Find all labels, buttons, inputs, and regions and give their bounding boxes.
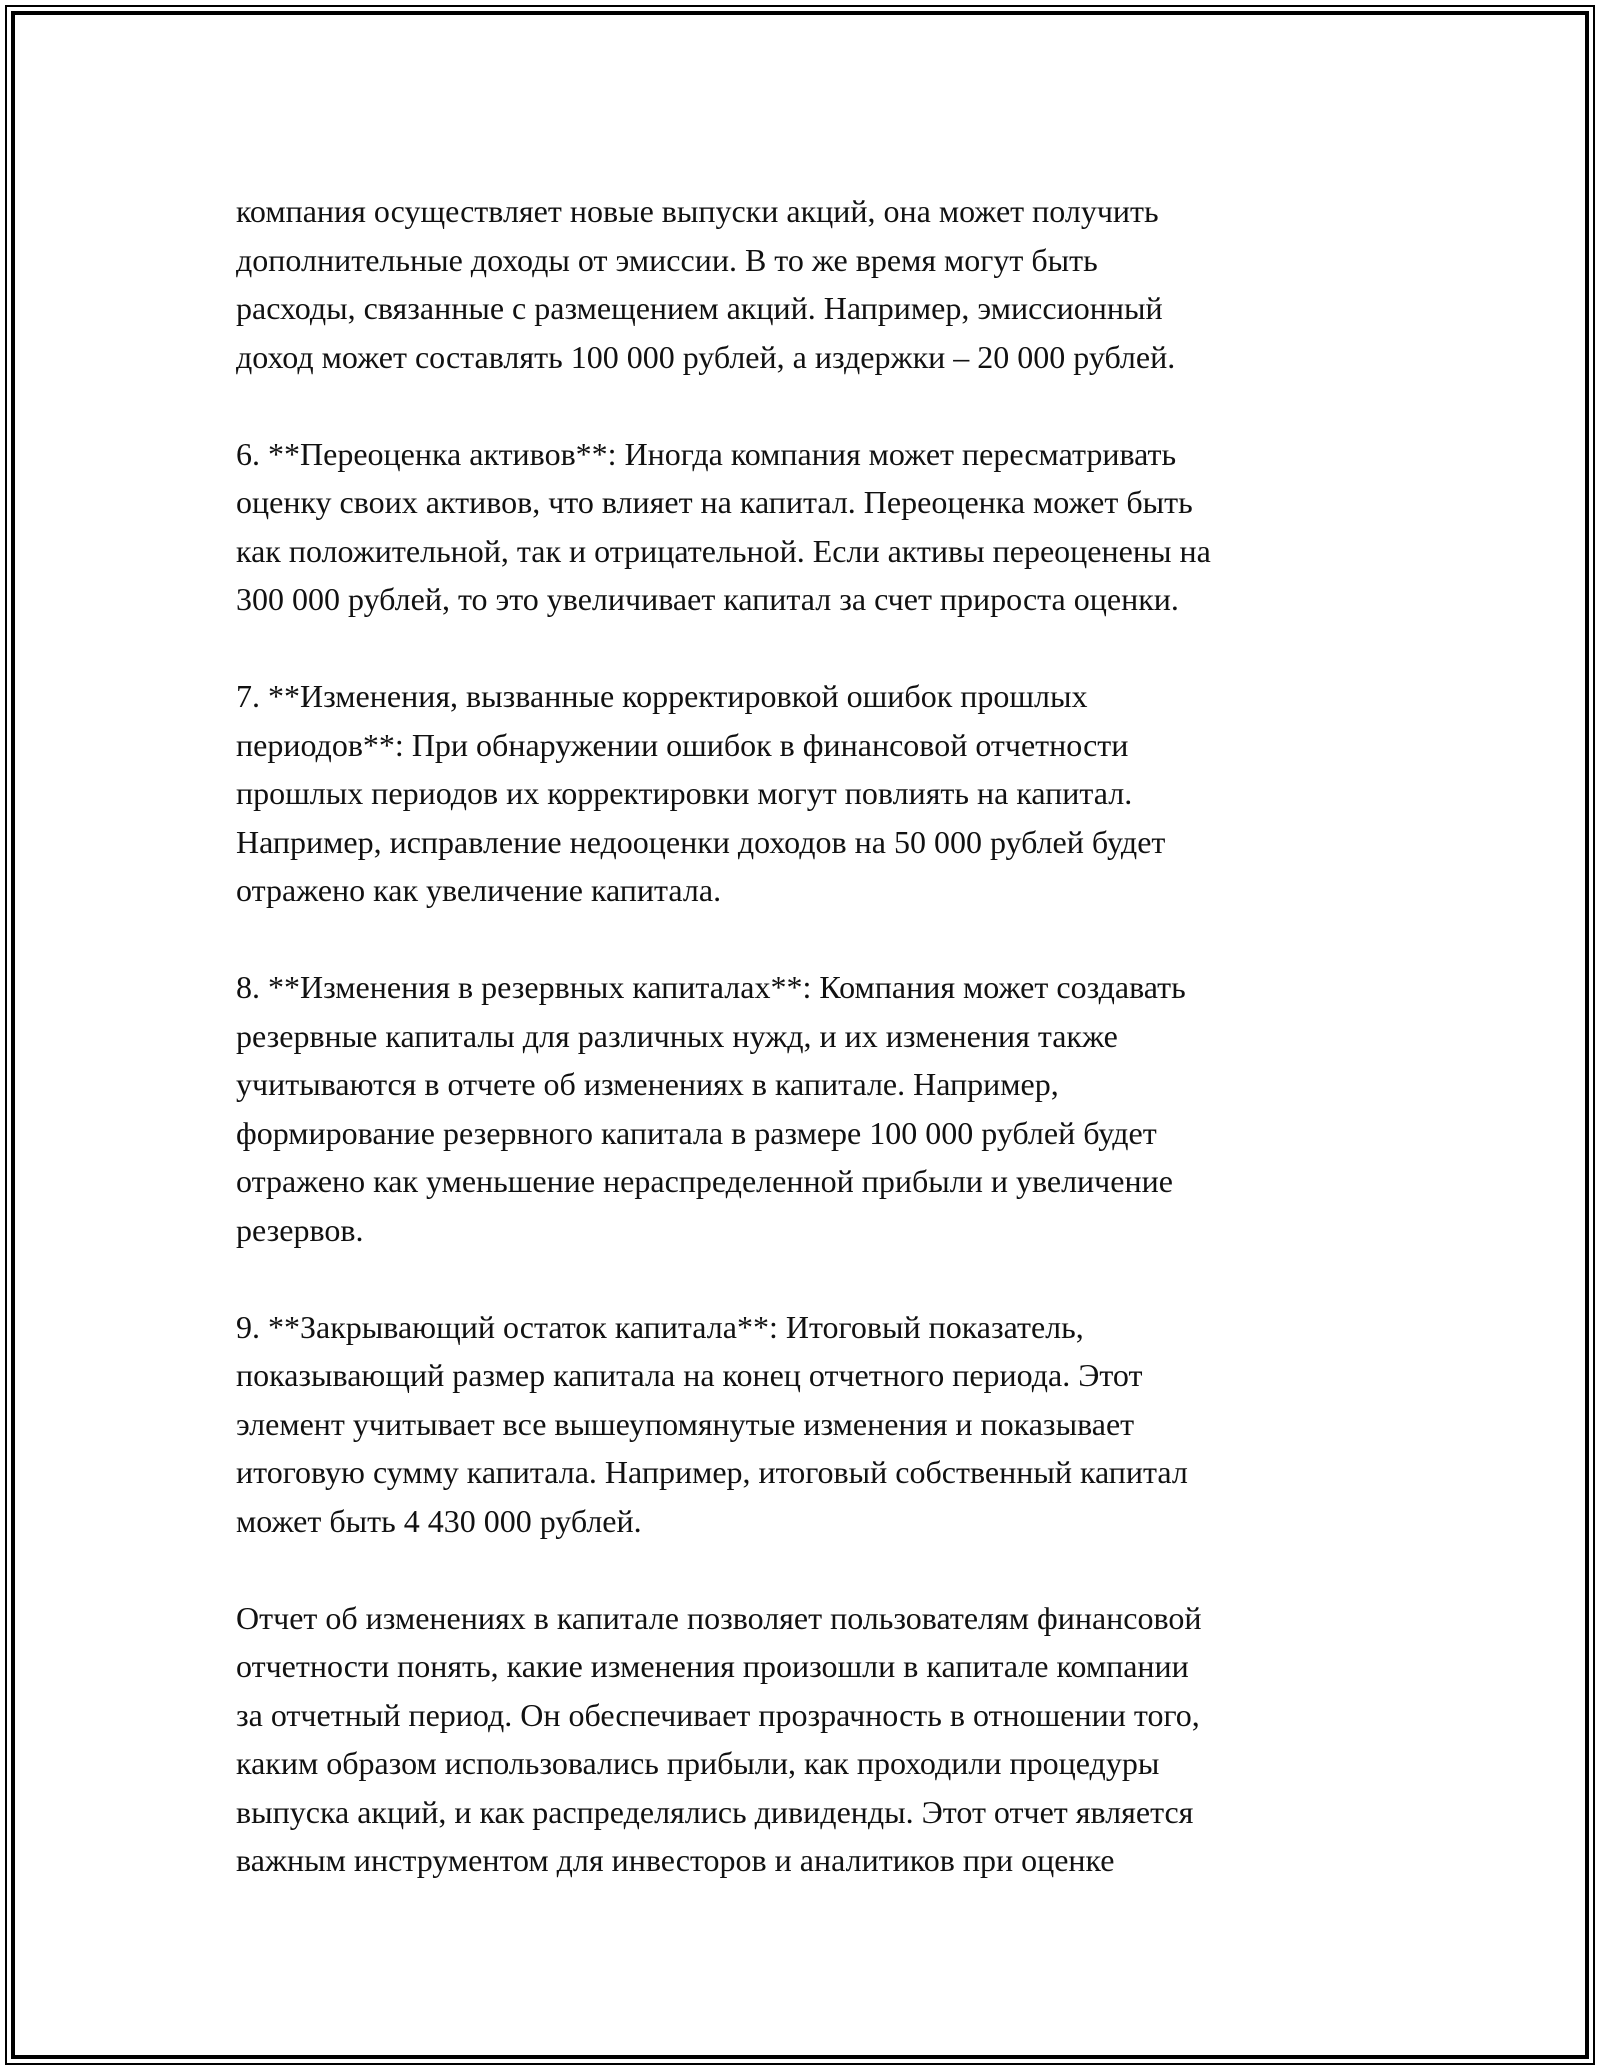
text-line: отражено как уменьшение нераспределенной прибыли и увеличение bbox=[236, 1163, 1173, 1199]
text-line: важным инструментом для инвесторов и аналитиков при оценке bbox=[236, 1842, 1115, 1878]
paragraph-item-8-reserve-capital bbox=[236, 963, 1366, 1254]
text-line: 8. **Изменения в резервных капиталах**: Компания может создавать bbox=[236, 969, 1186, 1005]
paragraph-conclusion bbox=[236, 1594, 1366, 1885]
paragraph-item-9-closing-balance bbox=[236, 1303, 1366, 1546]
text-line: компания осуществляет новые выпуски акций, она может получить bbox=[236, 193, 1159, 229]
text-line: итоговую сумму капитала. Например, итоговый собственный капитал bbox=[236, 1454, 1188, 1490]
text-line: 7. **Изменения, вызванные корректировкой ошибок прошлых bbox=[236, 678, 1088, 714]
text-line: показывающий размер капитала на конец отчетного периода. Этот bbox=[236, 1357, 1143, 1393]
text-line: дополнительные доходы от эмиссии. В то же время могут быть bbox=[236, 241, 1098, 278]
text-line: резервов. bbox=[236, 1211, 364, 1248]
text-line: 9. **Закрывающий остаток капитала**: Итоговый показатель, bbox=[236, 1308, 1084, 1345]
text-line: отражено как увеличение капитала. bbox=[236, 872, 722, 908]
text-line: доход может составлять 100 000 рублей, а издержки – 20 000 рублей. bbox=[236, 338, 1176, 375]
text-line: оценку своих активов, что влияет на капитал. Переоценка может быть bbox=[236, 484, 1193, 520]
text-line: каким образом использовались прибыли, как проходили процедуры bbox=[236, 1745, 1160, 1781]
text-line: 300 000 рублей, то это увеличивает капитал за счет прироста оценки. bbox=[236, 581, 1179, 617]
text-line: выпуска акций, и как распределялись дивиденды. Этот отчет является bbox=[236, 1793, 1194, 1830]
paragraph-item-6-revaluation bbox=[236, 430, 1366, 624]
text-line: за отчетный период. Он обеспечивает прозрачность в отношении того, bbox=[236, 1696, 1200, 1733]
paragraph-issuance-continued bbox=[236, 187, 1366, 381]
text-line: прошлых периодов их корректировки могут повлиять на капитал. bbox=[236, 775, 1133, 811]
text-line: периодов**: При обнаружении ошибок в финансовой отчетности bbox=[236, 726, 1129, 763]
text-line: может быть 4 430 000 рублей. bbox=[236, 1502, 642, 1539]
text-line: Например, исправление недооценки доходов на 50 000 рублей будет bbox=[236, 823, 1166, 860]
document-body bbox=[236, 187, 1366, 1933]
text-line: формирование резервного капитала в размере 100 000 рублей будет bbox=[236, 1114, 1157, 1151]
text-line: как положительной, так и отрицательной. Если активы переоценены на bbox=[236, 532, 1211, 569]
text-line: отчетности понять, какие изменения произошли в капитале компании bbox=[236, 1648, 1189, 1684]
paragraph-item-7-error-corrections bbox=[236, 672, 1366, 915]
text-line: Отчет об изменениях в капитале позволяет пользователям финансовой bbox=[236, 1599, 1202, 1636]
text-line: элемент учитывает все вышеупомянутые изменения и показывает bbox=[236, 1405, 1135, 1442]
text-line: расходы, связанные с размещением акций. Например, эмиссионный bbox=[236, 290, 1163, 326]
text-line: 6. **Переоценка активов**: Иногда компания может пересматривать bbox=[236, 435, 1177, 472]
text-line: учитываются в отчете об изменениях в капитале. Например, bbox=[236, 1066, 1059, 1102]
text-line: резервные капиталы для различных нужд, и их изменения также bbox=[236, 1017, 1118, 1054]
